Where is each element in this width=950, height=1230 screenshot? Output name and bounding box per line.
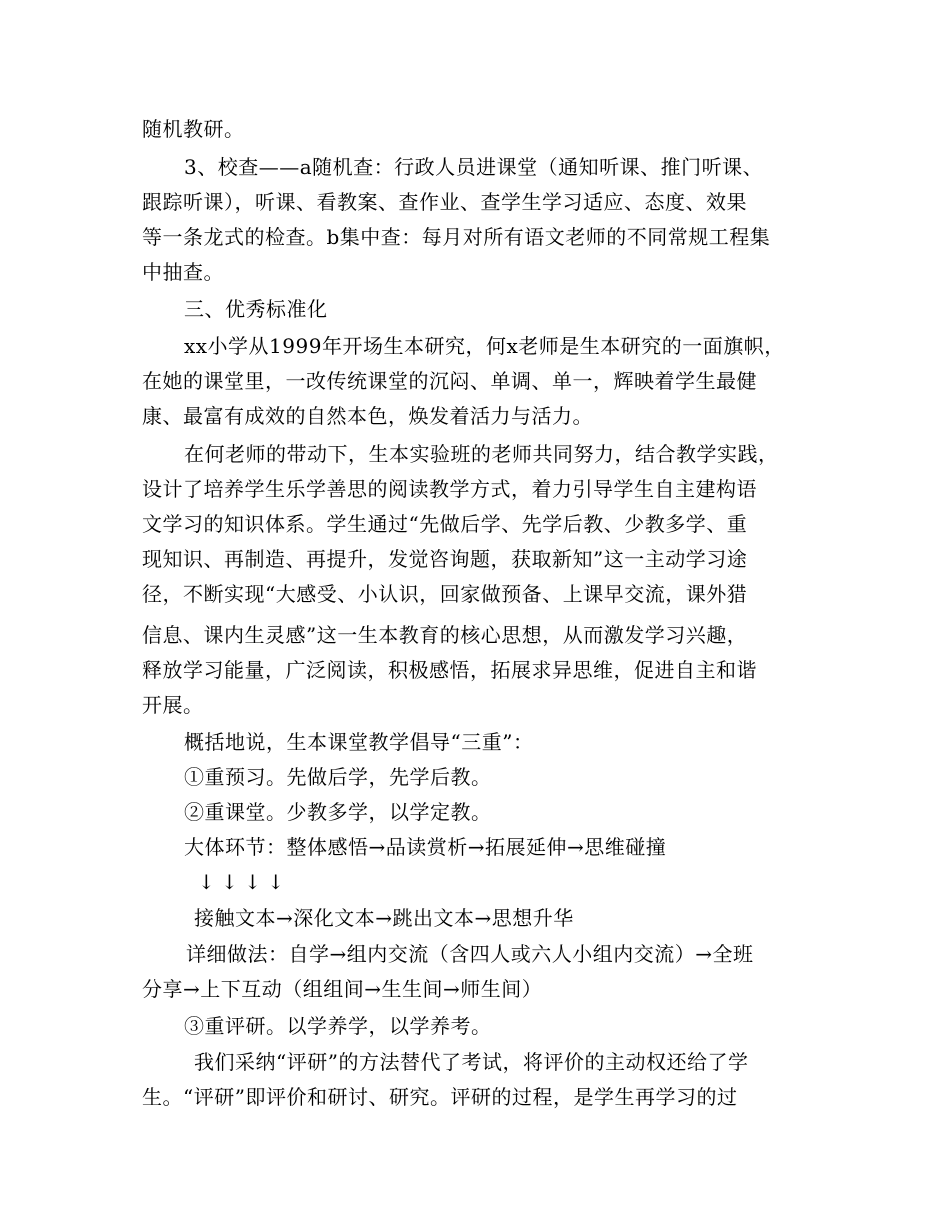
text-line: 现知识、再制造、再提升，发觉咨询题，获取新知”这一主动学习途 — [142, 547, 748, 571]
text-line: 释放学习能量，广泛阅读，积极感悟，拓展求异思维，促进自主和谐 — [142, 658, 757, 682]
list-item: ①重预习。先做后学，先学后教。 — [184, 765, 492, 789]
text-line: 中抽查。 — [142, 260, 224, 284]
text-line: 跟踪听课），听课、看教案、查作业、查学生学习适应、态度、效果 — [142, 190, 747, 214]
text-line: 生。“评研”即评价和研讨、研究。评研的过程，是学生再学习的过 — [142, 1085, 738, 1109]
text-line: 径，不断实现“大感受、小认识，回家做预备、上课早交流，课外猎 — [142, 582, 748, 606]
section-heading: 三、优秀标准化 — [184, 297, 328, 321]
text-line: 文学习的知识体系。学生通过“先做后学、先学后教、少教多学、重 — [142, 512, 748, 536]
list-item: ③重评研。以学养学，以学养考。 — [184, 1014, 492, 1038]
text-line: xx小学从1999年开场生本研究，何x老师是生本研究的一面旗帜， — [184, 334, 785, 358]
text-line: 随机教研。 — [142, 117, 245, 141]
down-arrows: ↓ ↓ ↓ ↓ — [198, 870, 285, 894]
text-line: 详细做法：自学→组内交流（含四人或六人小组内交流）→全班 — [186, 942, 754, 966]
text-line: 开展。 — [142, 693, 204, 717]
list-item: ②重课堂。少教多学，以学定教。 — [184, 800, 492, 824]
text-line: 概括地说，生本课堂教学倡导“三重”： — [184, 730, 534, 754]
text-line: 设计了培养学生乐学善思的阅读教学方式，着力引导学生自主建构语 — [142, 477, 757, 501]
text-line: 在何老师的带动下，生本实验班的老师共同努力，结合教学实践， — [184, 442, 779, 466]
text-line: 3、校查——a随机查：行政人员进课堂（通知听课、推门听课、 — [184, 155, 764, 179]
text-line: 在她的课堂里，一改传统课堂的沉闷、单调、单一，辉映着学生最健 — [142, 369, 757, 393]
text-line: 我们采纳“评研”的方法替代了考试，将评价的主动权还给了学 — [194, 1050, 749, 1074]
text-line: 等一条龙式的检查。b集中查：每月对所有语文老师的不同常规工程集 — [142, 225, 771, 249]
flow-line: 大体环节：整体感悟→品读赏析→拓展延伸→思维碰撞 — [184, 835, 667, 859]
text-line: 分享→上下互动（组组间→生生间→师生间） — [142, 977, 543, 1001]
text-line: 康、最富有成效的自然本色，焕发着活力与活力。 — [142, 404, 593, 428]
flow-line: 接触文本→深化文本→跳出文本→思想升华 — [194, 906, 574, 930]
text-line: 信息、课内生灵感”这一生本教育的核心思想，从而激发学习兴趣， — [142, 623, 748, 647]
